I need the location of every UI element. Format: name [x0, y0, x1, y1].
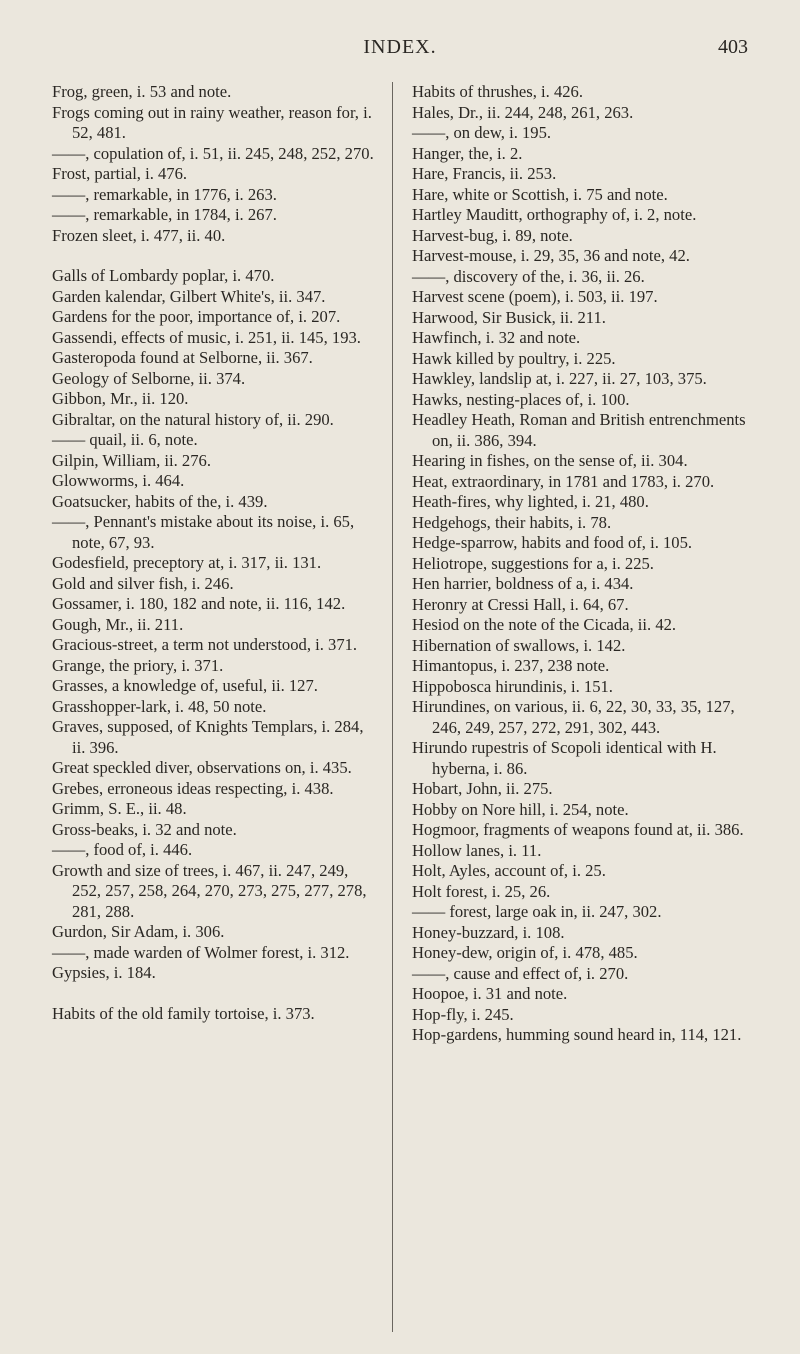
index-entry: Hartley Mauditt, orthography of, i. 2, note. — [412, 205, 697, 224]
index-entry: Habits of thrushes, i. 426. — [412, 82, 583, 101]
index-entry: Honey-buzzard, i. 108. — [412, 922, 565, 942]
index-entry: ——, made warden of Wolmer forest, i. 312. — [52, 942, 350, 962]
index-entry: Hearing in fishes, on the sense of, ii. 304. — [412, 451, 688, 470]
index-entry: Honey-dew, origin of, i. 478, 485. — [412, 943, 638, 962]
index-entry: Hedgehogs, their habits, i. 78. — [412, 512, 612, 532]
index-entry: Hare, white or Scottish, i. 75 and note. — [412, 184, 668, 204]
index-entry: Hollow lanes, i. 11. — [412, 840, 542, 860]
index-entry: Grimm, S. E., ii. 48. — [52, 799, 187, 818]
index-entry: Frozen sleet, i. 477, ii. 40. — [52, 225, 226, 245]
index-entry: ——, on dew, i. 195. — [412, 123, 552, 142]
index-entry: ——, food of, i. 446. — [52, 840, 193, 859]
index-entry: Garden kalendar, Gilbert White's, ii. 347. — [52, 286, 326, 306]
index-entry: ——, cause and effect of, i. 270. — [412, 963, 629, 983]
letter-section-gap — [52, 246, 377, 266]
index-entry: Gibraltar, on the natural history of, ii. 290. — [52, 409, 334, 429]
index-entry: ——, Pennant's mistake about its noise, i. 65, note, 67, 93. — [52, 512, 355, 552]
index-entry: Hop-gardens, humming sound heard in, 114, 121. — [412, 1025, 742, 1044]
index-entry: Headley Heath, Roman and British entrenchments on, ii. 386, 394. — [412, 410, 746, 450]
index-entry: Hobart, John, ii. 275. — [412, 779, 553, 798]
index-entry: Harvest-mouse, i. 29, 35, 36 and note, 42. — [412, 246, 690, 265]
index-entry: Hobby on Nore hill, i. 254, note. — [412, 799, 629, 819]
index-entry: Grebes, erroneous ideas respecting, i. 438. — [52, 778, 334, 798]
index-entry: Hawk killed by poultry, i. 225. — [412, 348, 616, 368]
index-entry: Harvest-bug, i. 89, note. — [412, 225, 573, 245]
page-number: 403 — [718, 36, 748, 58]
index-entry: Graves, supposed, of Knights Templars, i. 284, ii. 396. — [52, 717, 364, 757]
index-entry: Gasteropoda found at Selborne, ii. 367. — [52, 348, 313, 367]
index-entry: Godesfield, preceptory at, i. 317, ii. 131. — [52, 553, 322, 572]
index-entry: Hoopoe, i. 31 and note. — [412, 984, 568, 1003]
index-entry: Grasshopper-lark, i. 48, 50 note. — [52, 696, 267, 716]
index-entry: Gross-beaks, i. 32 and note. — [52, 819, 237, 839]
index-entry: Glowworms, i. 464. — [52, 471, 185, 490]
index-column-right — [412, 82, 750, 1046]
index-entry: Hesiod on the note of the Cicada, ii. 42. — [412, 615, 677, 634]
index-entry: Hen harrier, boldness of a, i. 434. — [412, 574, 634, 593]
index-column-left — [52, 82, 377, 1024]
index-entry: Hanger, the, i. 2. — [412, 143, 523, 163]
index-entry: Gracious-street, a term not understood, i. 371. — [52, 635, 358, 654]
index-entry: Gold and silver fish, i. 246. — [52, 573, 234, 593]
index-entry: Gurdon, Sir Adam, i. 306. — [52, 922, 225, 941]
page-title: INDEX. — [363, 36, 437, 58]
index-entry: Growth and size of trees, i. 467, ii. 247, 249, 252, 257, 258, 264, 270, 273, 275, 277, 278, 281, 288. — [52, 860, 367, 921]
index-entry: Heat, extraordinary, in 1781 and 1783, i. 270. — [412, 471, 715, 491]
index-entry: —— forest, large oak in, ii. 247, 302. — [412, 902, 662, 921]
index-entry: Heath-fires, why lighted, i. 21, 480. — [412, 492, 649, 511]
index-entry: Gough, Mr., ii. 211. — [52, 614, 184, 634]
index-entry: Holt forest, i. 25, 26. — [412, 881, 551, 901]
index-entry: Hibernation of swallows, i. 142. — [412, 635, 626, 655]
index-entry: Hawks, nesting-places of, i. 100. — [412, 389, 630, 409]
index-entry: Hirundo rupestris of Scopoli identical with H. hyberna, i. 86. — [412, 738, 717, 778]
index-entry: ——, remarkable, in 1776, i. 263. — [52, 184, 277, 204]
index-entry: Galls of Lombardy poplar, i. 470. — [52, 266, 275, 285]
index-entry: Hawkley, landslip at, i. 227, ii. 27, 103, 375. — [412, 369, 707, 388]
index-entry: Grange, the priory, i. 371. — [52, 655, 224, 675]
index-entry: Frog, green, i. 53 and note. — [52, 82, 232, 101]
index-entry: Gypsies, i. 184. — [52, 963, 156, 982]
index-entry: Heliotrope, suggestions for a, i. 225. — [412, 553, 654, 573]
index-entry: Hawfinch, i. 32 and note. — [412, 328, 581, 347]
index-entry: Hedge-sparrow, habits and food of, i. 105. — [412, 533, 693, 552]
index-entry: Hop-fly, i. 245. — [412, 1004, 514, 1024]
column-divider — [392, 82, 393, 1332]
index-entry: Goatsucker, habits of the, i. 439. — [52, 491, 268, 511]
index-entry: ——, discovery of the, i. 36, ii. 26. — [412, 266, 645, 286]
index-entry: Great speckled diver, observations on, i. 435. — [52, 758, 352, 777]
index-entry: Habits of the old family tortoise, i. 373. — [52, 1003, 315, 1023]
index-entry: ——, copulation of, i. 51, ii. 245, 248, 252, 270. — [52, 143, 374, 163]
index-entry: —— quail, ii. 6, note. — [52, 430, 198, 449]
index-entry: Frogs coming out in rainy weather, reason for, i. 52, 481. — [52, 102, 372, 142]
index-entry: Himantopus, i. 237, 238 note. — [412, 656, 610, 675]
index-entry: Harwood, Sir Busick, ii. 211. — [412, 307, 606, 327]
page-header — [50, 36, 750, 60]
index-entry: Hales, Dr., ii. 244, 248, 261, 263. — [412, 102, 634, 122]
index-entry: Hippobosca hirundinis, i. 151. — [412, 676, 613, 696]
index-entry: Harvest scene (poem), i. 503, ii. 197. — [412, 287, 658, 306]
index-entry: Gibbon, Mr., ii. 120. — [52, 389, 189, 408]
index-entry: Hogmoor, fragments of weapons found at, ii. 386. — [412, 820, 744, 839]
index-entry: Frost, partial, i. 476. — [52, 164, 188, 183]
index-entry: Grasses, a knowledge of, useful, ii. 127. — [52, 676, 318, 695]
index-entry: Heronry at Cressi Hall, i. 64, 67. — [412, 594, 629, 614]
index-entry: Gilpin, William, ii. 276. — [52, 450, 211, 470]
index-entry: ——, remarkable, in 1784, i. 267. — [52, 205, 277, 224]
index-entry: Hirundines, on various, ii. 6, 22, 30, 33, 35, 127, 246, 249, 257, 272, 291, 302, 443. — [412, 697, 735, 737]
index-entry: Gossamer, i. 180, 182 and note, ii. 116, 142. — [52, 594, 346, 613]
index-entry: Gardens for the poor, importance of, i. 207. — [52, 307, 341, 326]
index-entry: Hare, Francis, ii. 253. — [412, 164, 557, 183]
index-entry: Holt, Ayles, account of, i. 25. — [412, 861, 606, 880]
letter-section-gap — [52, 984, 377, 1004]
index-entry: Geology of Selborne, ii. 374. — [52, 368, 246, 388]
index-entry: Gassendi, effects of music, i. 251, ii. 145, 193. — [52, 327, 361, 347]
